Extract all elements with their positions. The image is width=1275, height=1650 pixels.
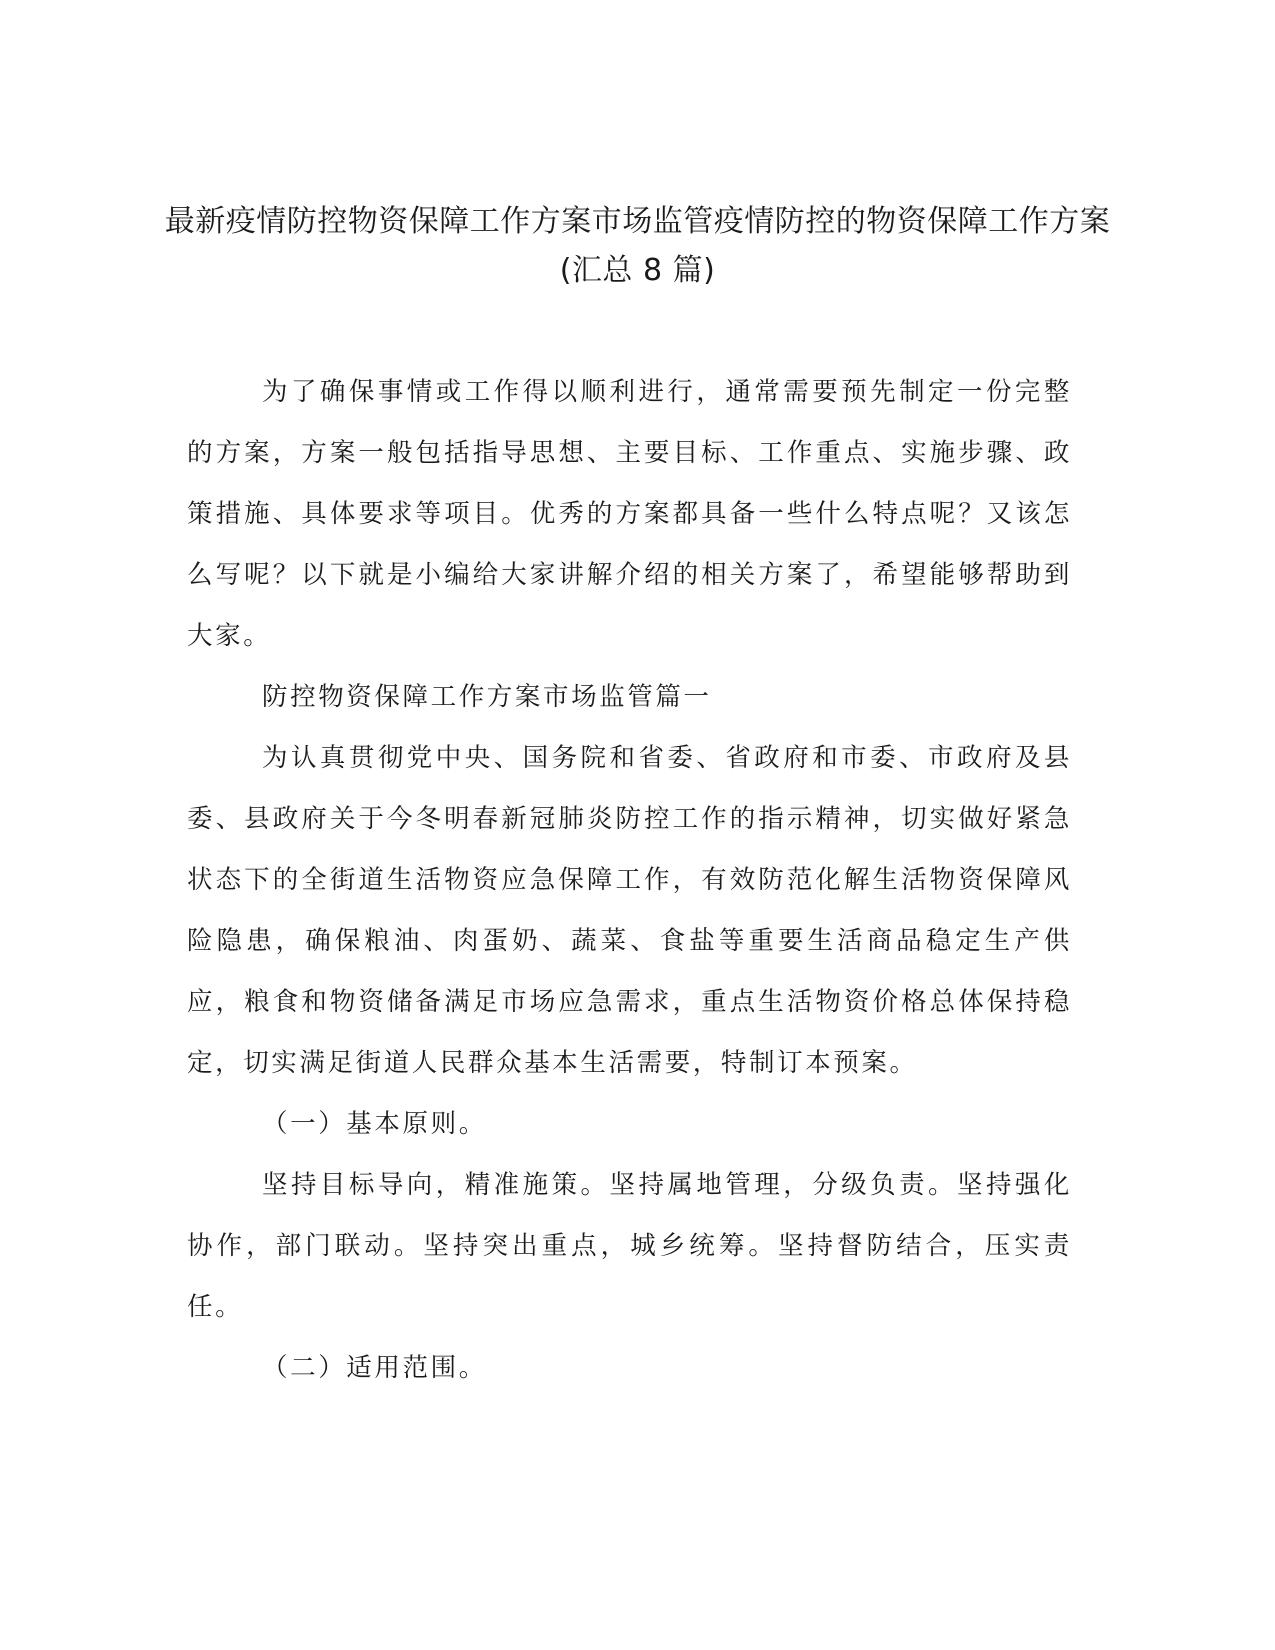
subsection-heading: （二）适用范围。 (262, 1353, 487, 1383)
body-paragraph: 坚持目标导向，精准施策。坚持属地管理，分级负责。坚持强化协作，部门联动。坚持突出重点，城乡统筹。坚持督防结合，压实责任。 (187, 1170, 1072, 1322)
document-title: 最新疫情防控物资保障工作方案市场监管疫情防控的物资保障工作方案(汇总 8 篇) (164, 204, 1111, 288)
subsection-heading: （一）基本原则。 (262, 1109, 487, 1139)
intro-paragraph: 为了确保事情或工作得以顺利进行，通常需要预先制定一份完整的方案，方案一般包括指导思想、主要目标、工作重点、实施步骤、政策措施、具体要求等项目。优秀的方案都具备一些什么特点呢？又该怎么写呢？以下就是小编给大家讲解介绍的相关方案了，希望能够帮助到大家。 (187, 377, 1072, 651)
body-paragraph: 为认真贯彻党中央、国务院和省委、省政府和市委、市政府及县委、县政府关于今冬明春新冠肺炎防控工作的指示精神，切实做好紧急状态下的全街道生活物资应急保障工作，有效防范化解生活物资保障风险隐患，确保粮油、肉蛋奶、蔬菜、食盐等重要生活商品稳定生产供应，粮食和物资储备满足市场应急需求，重点生活物资价格总体保持稳定，切实满足街道人民群众基本生活需要，特制订本预案。 (187, 743, 1072, 1078)
section-heading: 防控物资保障工作方案市场监管篇一 (262, 682, 712, 712)
document-body (187, 362, 1072, 1399)
